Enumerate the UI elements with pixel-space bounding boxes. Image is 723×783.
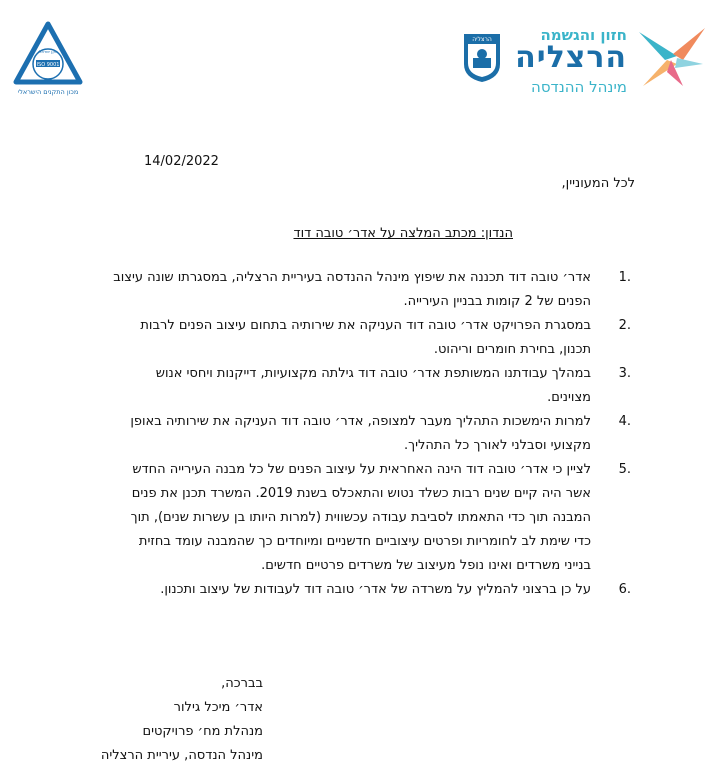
item-number: .2 (618, 318, 631, 333)
list-item (111, 266, 631, 314)
item-number: .3 (618, 366, 631, 381)
signature-name: אדר׳ מיכל גילור (173, 700, 263, 715)
signature-closing: בברכה, (221, 676, 263, 691)
standards-seal-logo (8, 20, 88, 100)
item-text: לציין כי אדר׳ טובה דוד הינה האחראית על עיצוב הפנים של כל מבנה העירייה החדש אשר היה קיים שנים רבות כשלד נטוש והתאכלס בשנת 2019. המשרד תכנן את פנים המבנה תוך כדי התאמתו לסביבת עבודה עכשווית (למרות היותו בן עשרות שנים), תוך כדי שימת לב לחומריות ופרטים עיצוביים חדשניים ומיוחדים כך שהמבנה עומד בחזית בנייני משרדים ואינו נופל מעיצוב של משרדים פרטיים חדשים. (130, 462, 591, 573)
letter-body-list (111, 266, 631, 602)
list-item (111, 578, 631, 602)
letter-subject: הנדון: מכתב המלצה על אדר׳ טובה דוד (293, 226, 513, 241)
seal-footer-text: מכון התקנים הישראלי (17, 88, 79, 96)
list-item (111, 458, 631, 578)
seal-badge-text: ISO 9001 (36, 62, 60, 68)
seal-icon (8, 20, 88, 100)
signature-block (63, 672, 263, 768)
signature-role: מנהלת מח׳ פרויקטים (142, 724, 263, 739)
herzliya-brand-logo (457, 22, 707, 98)
item-text: אדר׳ טובה דוד תכננה את שיפוץ מינהל ההנדסה בעיריית הרצליה, במסגרתו שונה עיצוב הפנים של 2 קומות בבניין העירייה. (113, 270, 591, 309)
item-number: .5 (618, 462, 631, 477)
arrows-logo-icon (637, 24, 707, 90)
list-item (111, 362, 631, 410)
item-text: במסגרת הפרויקט אדר׳ טובה דוד העניקה את שירותיה בתחום עיצוב הפנים לרבות תכנון, בחירת חומרים וריהוט. (140, 318, 591, 357)
list-item (111, 314, 631, 362)
item-number: .6 (618, 582, 631, 597)
item-text: על כן ברצוני להמליץ על משרדה של אדר׳ טובה דוד לעבודות של עיצוב ותכנון. (160, 582, 591, 597)
item-text: במהלך עבודתנו המשותפת אדר׳ טובה דוד גילתה מקצועיות, דייקנות ויחסי אנוש מצוינים. (155, 366, 591, 405)
item-number: .4 (618, 414, 631, 429)
list-item (111, 410, 631, 458)
item-text: למרות הימשכות התהליך מעבר למצופה, אדר׳ טובה דוד העניקה את שירותיה באופן מקצועי וסבלני לאורך כל התהליך. (130, 414, 591, 453)
brand-department: מינהל ההנדסה (531, 78, 627, 96)
brand-slogan: חזון והגשמה (540, 26, 627, 44)
seal-top-text: תקן ישראלי (38, 49, 58, 54)
letter-greeting: לכל המעוניין, (561, 176, 635, 191)
city-emblem-icon (461, 30, 503, 84)
item-number: .1 (618, 270, 631, 285)
signature-org: מינהל הנדסה, עיריית הרצליה (100, 748, 263, 763)
letter-date: 14/02/2022 (144, 154, 219, 169)
emblem-label: הרצליה (472, 36, 492, 43)
brand-city-name: הרצליה (515, 40, 627, 75)
